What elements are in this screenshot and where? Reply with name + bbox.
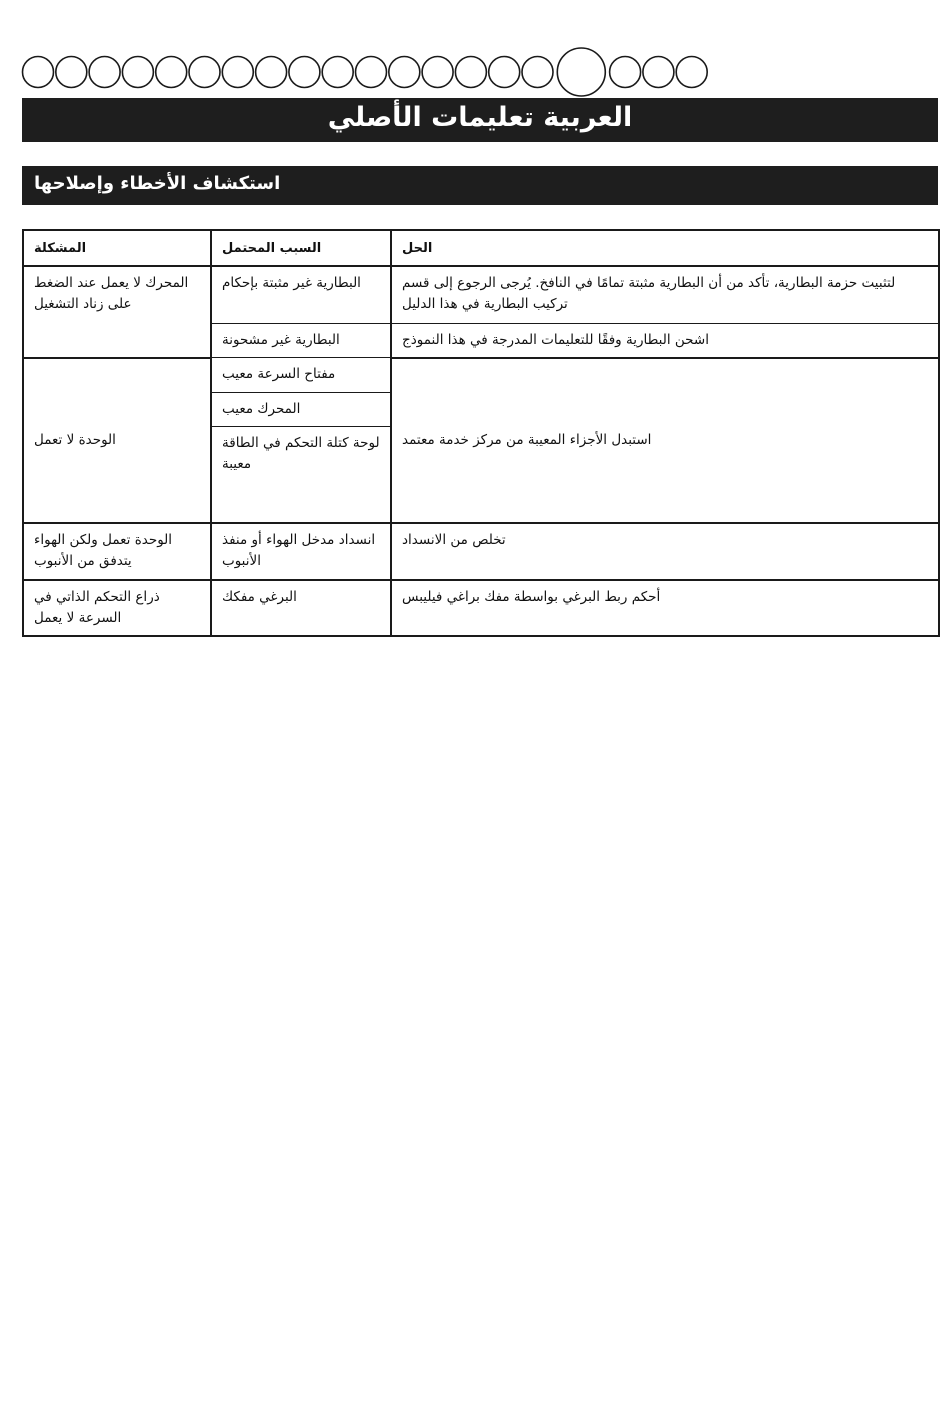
decorative-circle [222,57,253,88]
decorative-circle [56,57,87,88]
decorative-circle [676,57,707,88]
page-title: العربية تعليمات الأصلي [327,102,633,133]
decorative-circle [322,57,353,88]
table-row [23,580,939,636]
cause-cell: البطارية غير مثبتة بإحكام [211,266,391,323]
solution-cell: لتثبيت حزمة البطارية، تأكد من أن البطارية مثبتة تمامًا في النافخ. يُرجى الرجوع إلى قسم تركيب البطارية في هذا الدليل [391,266,939,323]
header-cause: السبب المحتمل [211,230,391,266]
decorative-circle [289,57,320,88]
header-problem: المشكلة [23,230,211,266]
cause-cell: البطارية غير مشحونة [211,323,391,358]
cause-cell: مفتاح السرعة معيب [211,358,391,393]
decorative-circle [256,57,287,88]
problem-cell: الوحدة تعمل ولكن الهواء يتدفق من الأنبوب [23,523,211,580]
table-row [23,358,939,393]
section-banner [22,166,938,205]
problem-cell: الوحدة لا تعمل [23,358,211,523]
problem-cell: المحرك لا يعمل عند الضغط على زناد التشغيل [23,266,211,358]
solution-cell: استبدل الأجزاء المعيبة من مركز خدمة معتمد [391,358,939,523]
decorative-circle [156,57,187,88]
header-solution: الحل [391,230,939,266]
solution-cell: أحكم ربط البرغي بواسطة مفك براغي فيليبس [391,580,939,636]
cause-cell: المحرك معيب [211,393,391,427]
table-row [23,523,939,580]
solution-cell: اشحن البطارية وفقًا للتعليمات المدرجة في هذا النموذج [391,323,939,358]
decorative-circle [489,57,520,88]
table-header-row [23,230,939,266]
table-row [23,266,939,323]
cause-cell: لوحة كتلة التحكم في الطاقة معيبة [211,427,391,523]
decorative-circle [643,57,674,88]
decorative-circle [356,57,387,88]
decorative-circle [522,57,553,88]
solution-cell: تخلص من الانسداد [391,523,939,580]
decorative-circle [422,57,453,88]
highlighted-circle [557,48,605,96]
decorative-circle [189,57,220,88]
decorative-circle [122,57,153,88]
problem-cell: ذراع التحكم الذاتي في السرعة لا يعمل [23,580,211,636]
cause-cell: البرغي مفكك [211,580,391,636]
section-title: استكشاف الأخطاء وإصلاحها [34,173,281,194]
decorative-circle [389,57,420,88]
title-banner [22,98,938,142]
decorative-circle [23,57,54,88]
troubleshooting-table [22,229,940,637]
decorative-circle [610,57,641,88]
decorative-circle-strip [20,46,940,102]
decorative-circle [89,57,120,88]
decorative-circle [455,57,486,88]
cause-cell: انسداد مدخل الهواء أو منفذ الأنبوب [211,523,391,580]
